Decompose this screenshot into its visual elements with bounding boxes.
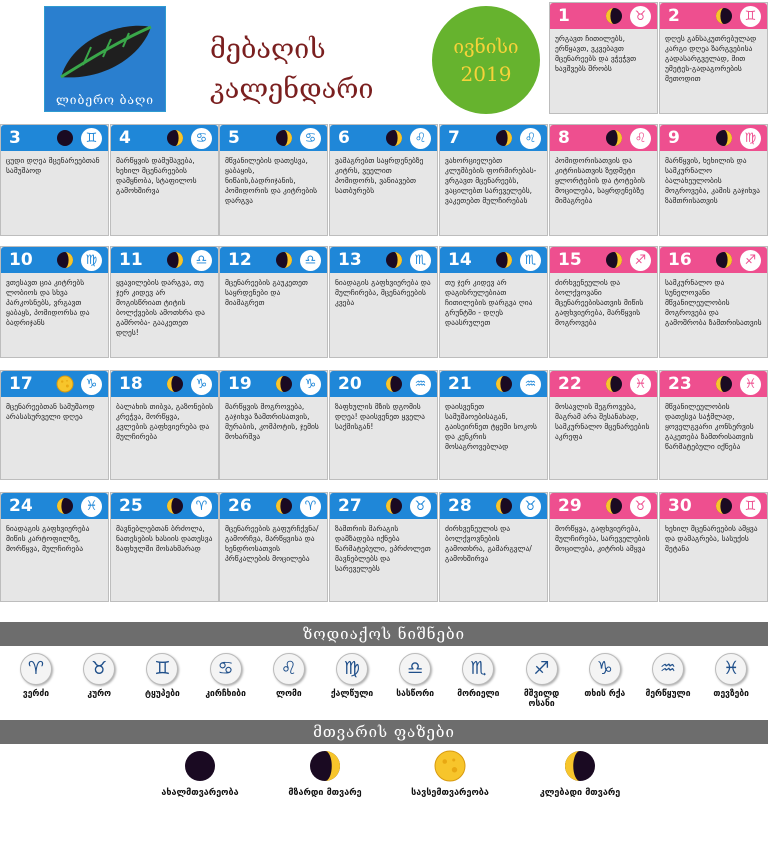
day-advice-text: მცენარეების გაფურჩქვნა/გამორჩვა, მარწყვისა და ხენდროსათვის პრწკალების მოცილება <box>225 524 319 563</box>
day-cell-19 <box>219 370 328 480</box>
day-number: 25 <box>119 496 143 516</box>
moon-phase-item <box>380 750 520 798</box>
day-cell-21 <box>439 370 548 480</box>
zodiac-sign-icon: ♐ <box>740 250 761 271</box>
day-advice-text: ვთესავთ ცია კიტრებს ლობიოს და სხვა პარკოსნებს, ვრგავთ ყაბაყს, პომიდორსა და ბადრიჯანს <box>6 278 92 327</box>
day-number: 29 <box>558 496 582 516</box>
day-number: 30 <box>668 496 692 516</box>
zodiac-item <box>450 653 506 699</box>
day-header <box>440 493 547 519</box>
zodiac-item <box>514 653 570 709</box>
moon-phase-icon <box>275 375 293 393</box>
day-advice-text: ვახორციელებთ კლუმბების ფორმირებას- ვრგავთ მცენარეებს, ვაცილებთ სარეველებს, ვაკეთებთ მულჩირებას <box>445 156 539 205</box>
day-number: 21 <box>448 374 472 394</box>
day-header <box>550 493 657 519</box>
moon-new-icon <box>184 750 216 782</box>
day-cell-23 <box>659 370 768 480</box>
moon-phase-icon <box>715 7 733 25</box>
day-header <box>550 125 657 151</box>
day-cell-26 <box>219 492 328 602</box>
logo-text: ლიბერო ბაღი <box>55 93 155 107</box>
moon-phase-label: მზარდი მთვარე <box>288 788 362 798</box>
moon-phase-icon <box>166 375 184 393</box>
zodiac-sign-icon: ♌ <box>410 128 431 149</box>
zodiac-glyph-icon: ♎ <box>399 653 431 685</box>
day-cell-3 <box>0 124 109 236</box>
day-advice-text: მარწყვის, ხეხილის და სამკურნალო ბალახეულობის მოგროვება, კამის გაჯიხვა ზამთრისათვის <box>665 156 763 205</box>
day-cell-7 <box>439 124 548 236</box>
zodiac-label: ტყუპები <box>145 689 180 699</box>
day-advice-text: დღეს განსაკუთრებულად კარგი დღეა ზარგვებისა გადასარგველად, მით უმეტეს-გადაგორების მეთოდით <box>665 34 759 83</box>
zodiac-sign-icon: ♊ <box>740 496 761 517</box>
day-cell-20 <box>329 370 438 480</box>
zodiac-sign-icon: ♑ <box>81 374 102 395</box>
day-advice-text: მავნებლებთან ბრძოლა, ნათესების ხასიის დათესვა ზაფხულში მოსახმარად <box>116 524 215 553</box>
zodiac-glyph-icon: ♍ <box>336 653 368 685</box>
moon-phase-icon <box>56 497 74 515</box>
zodiac-sign-icon: ♊ <box>740 6 761 27</box>
zodiac-sign-icon: ♎ <box>300 250 321 271</box>
zodiac-item <box>324 653 380 699</box>
zodiac-glyph-icon: ♑ <box>589 653 621 685</box>
day-advice-text: ყვავილების დარგვა, თუ ჯერ კიდევ არ მოგისწრიათ ტიტის ბოლქვების ამოთხრა და გაშრობა- გააკეთეთ დღეს! <box>116 278 208 337</box>
day-cell-28 <box>439 492 548 602</box>
month-label: ივნისი <box>453 36 519 58</box>
day-number: 15 <box>558 250 582 270</box>
day-cell-4 <box>110 124 219 236</box>
day-number: 27 <box>338 496 362 516</box>
zodiac-glyph-icon: ♈ <box>20 653 52 685</box>
day-header <box>440 371 547 397</box>
day-advice-text: ძირხვენეულის და ბოლქვოვანი მცენარეებისათვის მიწის გაფხვიერება, მარწყვის მოგროვება <box>555 278 646 327</box>
zodiac-sign-icon: ♉ <box>520 496 541 517</box>
day-header <box>220 247 327 273</box>
day-advice-text: მარწყვის მოგროვება, გაჯიხვა ზამთრისათვის, მურაბის, კომპოტის, ჯემის მოხარშვა <box>225 402 322 441</box>
day-cell-11 <box>110 246 219 358</box>
day-header <box>330 247 437 273</box>
zodiac-sign-icon: ♉ <box>410 496 431 517</box>
day-header <box>1 493 108 519</box>
moon-phase-icon <box>275 129 293 147</box>
moon-phase-item <box>130 750 270 798</box>
day-header <box>1 371 108 397</box>
day-header <box>660 125 767 151</box>
moon-phase-icon <box>56 251 74 269</box>
moon-waxing-icon <box>309 750 341 782</box>
zodiac-sign-icon: ♈ <box>191 496 212 517</box>
moon-phase-icon <box>605 497 623 515</box>
moon-phase-icon <box>715 375 733 393</box>
day-cell-25 <box>110 492 219 602</box>
zodiac-sign-icon: ♑ <box>191 374 212 395</box>
day-advice-text: მოსავლის შეგროვება, მაგრამ არა შესანახად, სამკურნალო მცენარეების აკრეფა <box>555 402 652 441</box>
zodiac-item <box>261 653 317 699</box>
day-advice-text: პომიდორისათვის და კიტრისათვის ზედმეტი ყლორტების და ტოტების მოცილება, საყრდენებზე მიმაგრება <box>555 156 648 205</box>
day-cell-5 <box>219 124 328 236</box>
moon-phase-item <box>510 750 650 798</box>
day-number: 22 <box>558 374 582 394</box>
zodiac-sign-icon: ♓ <box>630 374 651 395</box>
day-cell-27 <box>329 492 438 602</box>
zodiac-item <box>198 653 254 699</box>
zodiac-sign-icon: ♏ <box>410 250 431 271</box>
moon-phase-icon <box>166 251 184 269</box>
day-number: 16 <box>668 250 692 270</box>
day-advice-text: მცენარეებთან სამუშაოდ არასასურველი დღეა <box>6 402 97 421</box>
day-cell-14 <box>439 246 548 358</box>
day-cell-2 <box>659 2 768 114</box>
day-number: 4 <box>119 128 131 148</box>
day-cell-9 <box>659 124 768 236</box>
day-advice-text: მწვანილეულობის დათესვა საჭმლად, ყოველგვარი კონსერვის გაკეთება ზამთრისათვის წარმატებული იქნება <box>665 402 757 451</box>
day-number: 20 <box>338 374 362 394</box>
day-header <box>1 125 108 151</box>
day-header <box>550 247 657 273</box>
day-number: 19 <box>228 374 252 394</box>
day-cell-17 <box>0 370 109 480</box>
zodiac-label: ლომი <box>275 689 302 699</box>
day-number: 3 <box>9 128 21 148</box>
moon-phase-label: სავსემთვარეობა <box>411 788 489 798</box>
day-cell-30 <box>659 492 768 602</box>
day-number: 28 <box>448 496 472 516</box>
day-cell-18 <box>110 370 219 480</box>
zodiac-label: მშვილდ ოსანი <box>523 689 560 709</box>
zodiac-label: კირჩხიბი <box>205 689 246 699</box>
day-cell-12 <box>219 246 328 358</box>
zodiac-label: კურო <box>87 689 112 699</box>
day-header <box>550 3 657 29</box>
day-advice-text: ხეხილ მცენარეების ამყვა და დამაგრება, სასუქის შეტანა <box>665 524 760 553</box>
moon-phase-icon <box>605 375 623 393</box>
moon-phase-icon <box>385 375 403 393</box>
day-header <box>330 371 437 397</box>
day-number: 8 <box>558 128 570 148</box>
zodiac-item <box>134 653 190 699</box>
day-advice-text: მწვანილების დათესვა, ყაბაყის, ნიწაის,ბადრიჯანის, პომიდორის და კიტრების დარგვა <box>225 156 320 205</box>
moon-phase-icon <box>605 251 623 269</box>
moon-phase-label: ახალმთვარეობა <box>161 788 239 798</box>
day-header <box>660 371 767 397</box>
zodiac-label: თხის რქა <box>584 689 626 699</box>
zodiac-item <box>703 653 759 699</box>
day-advice-text: მარწყვის დამუშავება, ხეხილ მცენარეების დამყნობა, სტაფილოს გამოხშირვა <box>116 156 199 195</box>
day-number: 1 <box>558 6 570 26</box>
zodiac-glyph-icon: ♊ <box>146 653 178 685</box>
zodiac-label: მორიელი <box>457 689 500 699</box>
month-badge <box>432 6 540 114</box>
zodiac-sign-icon: ♌ <box>520 128 541 149</box>
title-line-2: კალენდარი <box>210 74 374 105</box>
zodiac-sign-icon: ♋ <box>191 128 212 149</box>
title-line-1: მებაღის <box>210 34 326 65</box>
day-cell-1 <box>549 2 658 114</box>
day-number: 2 <box>668 6 680 26</box>
moon-phase-icon <box>166 129 184 147</box>
zodiac-sign-icon: ♌ <box>630 128 651 149</box>
day-cell-15 <box>549 246 658 358</box>
zodiac-label: ქალწული <box>330 689 374 699</box>
moon-phase-icon <box>715 251 733 269</box>
moon-phase-icon <box>56 129 74 147</box>
moon-phase-icon <box>275 497 293 515</box>
moon-full-icon <box>434 750 466 782</box>
day-cell-16 <box>659 246 768 358</box>
moon-phase-icon <box>605 7 623 25</box>
moon-phase-icon <box>385 129 403 147</box>
day-advice-text: ზაფხულის მზის დგომის დღეა! დაისვენეთ ყველა საქმისგან! <box>335 402 428 431</box>
day-header <box>220 493 327 519</box>
zodiac-header: ზოდიაქოს ნიშნები <box>0 622 768 646</box>
zodiac-sign-icon: ♒ <box>520 374 541 395</box>
zodiac-label: თევზები <box>713 689 749 699</box>
day-header <box>440 125 547 151</box>
day-advice-text: მცენარეების გაუკეთეთ საყრდენები და მიამაგრეთ <box>225 278 311 307</box>
day-header <box>660 247 767 273</box>
day-header <box>220 125 327 151</box>
day-advice-text: ცუდი დღეა მცენარეებთან სამუშაოდ <box>6 156 102 175</box>
day-advice-text: მორწყვა, გაფხვიერება, მულჩირება, სარეველების მოცილება, კიტრის ამყვა <box>555 524 652 553</box>
zodiac-glyph-icon: ♒ <box>652 653 684 685</box>
moon-phase-icon <box>495 251 513 269</box>
day-number: 7 <box>448 128 460 148</box>
day-header <box>330 493 437 519</box>
day-cell-29 <box>549 492 658 602</box>
zodiac-label: სასწორი <box>396 689 435 699</box>
day-number: 12 <box>228 250 252 270</box>
moon-phase-icon <box>715 497 733 515</box>
year-label: 2019 <box>460 62 512 86</box>
moon-phase-header: მთვარის ფაზები <box>0 720 768 744</box>
leaf-icon <box>53 17 157 89</box>
zodiac-glyph-icon: ♋ <box>210 653 242 685</box>
logo <box>44 6 166 112</box>
zodiac-sign-icon: ♓ <box>81 496 102 517</box>
day-header <box>550 371 657 397</box>
day-number: 23 <box>668 374 692 394</box>
day-number: 26 <box>228 496 252 516</box>
zodiac-sign-icon: ♐ <box>630 250 651 271</box>
moon-phase-icon <box>495 375 513 393</box>
day-header <box>660 3 767 29</box>
zodiac-sign-icon: ♉ <box>630 496 651 517</box>
zodiac-label: მერწყული <box>645 689 691 699</box>
day-header <box>111 247 218 273</box>
day-header <box>111 371 218 397</box>
day-advice-text: დაისვენეთ სამუშაოებისაგან, გაისეირნეთ ტყეში სოკოს და კენკრის მოსაგროვებლად <box>445 402 540 451</box>
zodiac-sign-icon: ♎ <box>191 250 212 271</box>
day-number: 14 <box>448 250 472 270</box>
zodiac-item <box>577 653 633 699</box>
zodiac-sign-icon: ♉ <box>630 6 651 27</box>
day-header <box>220 371 327 397</box>
moon-phase-icon <box>495 129 513 147</box>
day-number: 10 <box>9 250 33 270</box>
moon-phase-label: კლებადი მთვარე <box>539 788 621 798</box>
day-number: 24 <box>9 496 33 516</box>
zodiac-sign-icon: ♋ <box>300 128 321 149</box>
moon-phase-icon <box>275 251 293 269</box>
page-title <box>210 30 420 110</box>
day-number: 11 <box>119 250 143 270</box>
day-header <box>440 247 547 273</box>
day-advice-text: ნიადაგის გაფხვიერება და მულჩირება, მცენარეების კვება <box>335 278 434 307</box>
day-header <box>1 247 108 273</box>
moon-phase-item <box>255 750 395 798</box>
moon-phase-icon <box>715 129 733 147</box>
zodiac-item <box>640 653 696 699</box>
day-header <box>660 493 767 519</box>
zodiac-item <box>8 653 64 699</box>
day-cell-8 <box>549 124 658 236</box>
day-number: 17 <box>9 374 33 394</box>
zodiac-glyph-icon: ♌ <box>273 653 305 685</box>
day-number: 6 <box>338 128 350 148</box>
moon-waning-icon <box>564 750 596 782</box>
zodiac-sign-icon: ♑ <box>300 374 321 395</box>
day-cell-6 <box>329 124 438 236</box>
day-advice-text: თუ ჯერ კიდევ არ დაგისრულებიათ ჩითილების დარგვა ღია გრუნტში - დღეს დაასრულეთ <box>445 278 535 327</box>
zodiac-sign-icon: ♏ <box>520 250 541 271</box>
day-header <box>330 125 437 151</box>
day-cell-22 <box>549 370 658 480</box>
moon-phase-icon <box>385 497 403 515</box>
day-header <box>111 125 218 151</box>
day-advice-text: ძირხვენეულის და ბოლქვოვნების გამოთხრა, გამარგვლა/გამოხშირვა <box>445 524 532 563</box>
day-cell-24 <box>0 492 109 602</box>
day-advice-text: ურგავთ ჩითილებს, ერწყავთ, ვკვებავთ მცენარეებს და ვჭეჭვთ ხავშვებს შრობს <box>555 34 639 73</box>
zodiac-sign-icon: ♒ <box>410 374 431 395</box>
day-number: 18 <box>119 374 143 394</box>
zodiac-item <box>71 653 127 699</box>
day-advice-text: ზამთრის მარაგის დამზადება იქნება წარმატებული, ეპრძოლეთ მავნებლებს და სარეველებს <box>335 524 434 573</box>
zodiac-sign-icon: ♊ <box>81 128 102 149</box>
day-advice-text: ნიადაგის გაფხვიერება მიწის კარტოფილზე, მორწყვა, მულჩირება <box>6 524 92 553</box>
day-cell-13 <box>329 246 438 358</box>
day-number: 9 <box>668 128 680 148</box>
moon-phase-icon <box>385 251 403 269</box>
zodiac-sign-icon: ♓ <box>740 374 761 395</box>
zodiac-glyph-icon: ♐ <box>526 653 558 685</box>
moon-phase-icon <box>166 497 184 515</box>
zodiac-glyph-icon: ♉ <box>83 653 115 685</box>
zodiac-sign-icon: ♍ <box>740 128 761 149</box>
zodiac-label: ვერძი <box>22 689 50 699</box>
day-cell-10 <box>0 246 109 358</box>
zodiac-sign-icon: ♈ <box>300 496 321 517</box>
day-advice-text: ბალახის თიბვა, გაზონების კრეჭვა, მორწყვა, კვლების გაფხვიერება და მულჩირება <box>116 402 216 441</box>
moon-phase-icon <box>605 129 623 147</box>
zodiac-glyph-icon: ♏ <box>462 653 494 685</box>
moon-phase-icon <box>56 375 74 393</box>
day-advice-text: ვამაგრებთ საყრდენებზე კიტრს, ვუელით პომიდორს, ვანიავებთ სათბურებს <box>335 156 426 195</box>
day-number: 5 <box>228 128 240 148</box>
zodiac-item <box>387 653 443 699</box>
day-header <box>111 493 218 519</box>
moon-phase-icon <box>495 497 513 515</box>
day-advice-text: სამკურნალო და სუნელოვანი მწვანილეულობის მოგროვება და გამოშრობა ზამთრისათვის <box>665 278 762 327</box>
zodiac-sign-icon: ♍ <box>81 250 102 271</box>
day-number: 13 <box>338 250 362 270</box>
zodiac-glyph-icon: ♓ <box>715 653 747 685</box>
